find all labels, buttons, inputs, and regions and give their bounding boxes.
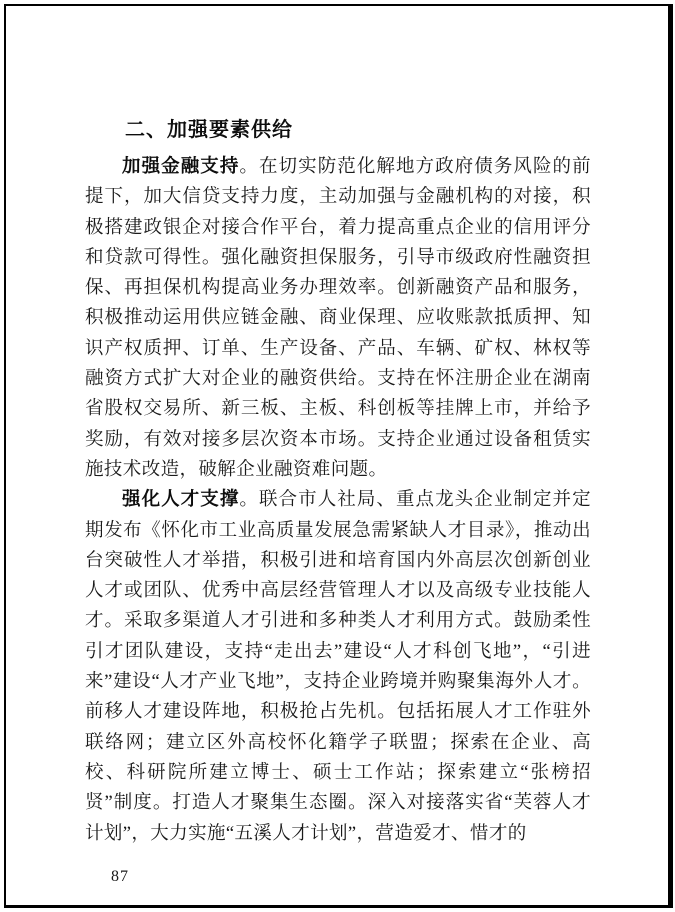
- paragraph-talent-support: [85, 485, 591, 849]
- paragraph-finance-support: [85, 152, 591, 485]
- paragraph-lead-talent: 强化人才支撑: [122, 490, 240, 511]
- paragraph-body-talent: 。联合市人社局、重点龙头企业制定并定期发布《怀化市工业高质量发展急需紧缺人才目录》，推动出台突破性人才举措，积极引进和培育国内外高层次创新创业人才或团队、优秀中高层经营管理人才以及高级专业技能人才。采取多渠道人才引进和多种类人才利用方式。鼓励柔性引才团队建设，支持“走出去”建设“人才科创飞地”，“引进来”建设“人才产业飞地”，支持企业跨境并购聚集海外人才。前移人才建设阵地，积极抢占先机。包括拓展人才工作驻外联络网；建立区外高校怀化籍学子联盟；探索在企业、高校、科研院所建立博士、硕士工作站；探索建立“张榜招贤”制度。打造人才聚集生态圈。深入对接落实省“芙蓉人才计划”，大力实施“五溪人才计划”，营造爱才、惜才的: [85, 490, 591, 844]
- paragraph-body-finance: 。在切实防范化解地方政府债务风险的前提下，加大信贷支持力度，主动加强与金融机构的对接，积极搭建政银企对接合作平台，着力提高重点企业的信用评分和贷款可得性。强化融资担保服务，引导市级政府性融资担保、再担保机构提高业务办理效率。创新融资产品和服务，积极推动运用供应链金融、商业保理、应收账款抵质押、知识产权质押、订单、生产设备、产品、车辆、矿权、林权等融资方式扩大对企业的融资供给。支持在怀注册企业在湖南省股权交易所、新三板、主板、科创板等挂牌上市，并给予奖励，有效对接多层次资本市场。支持企业通过设备租赁实施技术改造，破解企业融资难问题。: [85, 157, 591, 480]
- page-number: 87: [111, 868, 129, 885]
- paragraph-lead-finance: 加强金融支持: [122, 157, 240, 177]
- page-content: [85, 114, 591, 849]
- section-heading: 二、加强要素供给: [125, 119, 293, 141]
